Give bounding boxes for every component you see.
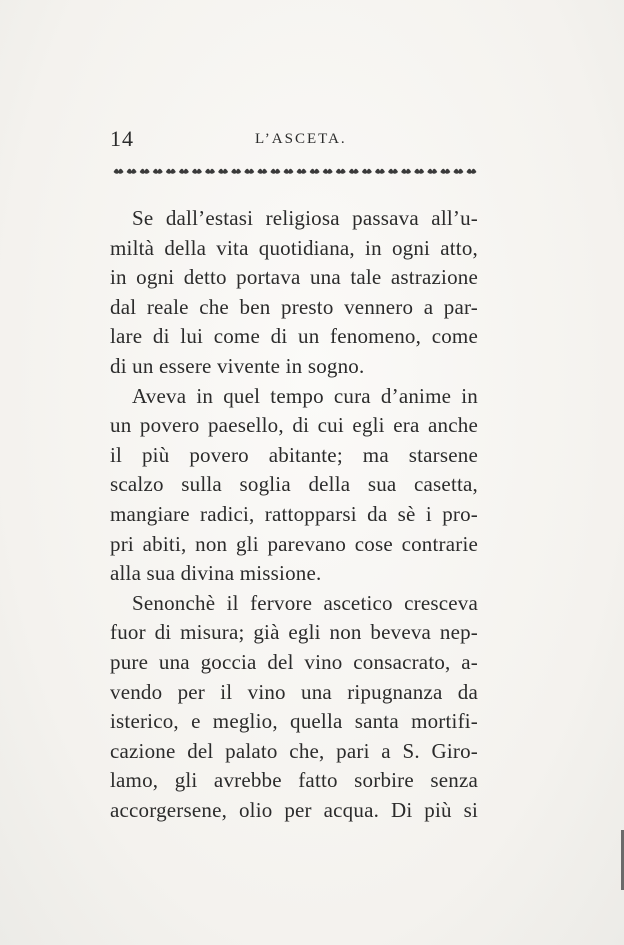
text-line: il più povero abitante; ma starsene <box>110 442 478 467</box>
text-line: Senonchè il fervore ascetico cresceva <box>132 590 478 615</box>
ornament-leaf <box>375 169 385 174</box>
text-line: Se dall’estasi religiosa passava all’u- <box>132 206 478 230</box>
decorative-rule <box>112 166 478 178</box>
ornament-leaf <box>336 169 346 174</box>
ornament-leaf <box>257 169 267 174</box>
text-line: in ogni detto portava una tale astrazione <box>110 265 478 290</box>
ornament-leaf <box>192 169 202 174</box>
ornament-leaf <box>153 169 163 174</box>
text-line: un povero paesello, di cui egli era anche <box>110 413 478 438</box>
text-line: vendo per il vino una ripugnanza da <box>110 679 478 704</box>
ornament-leaf <box>218 169 228 174</box>
text-line: scalzo sulla soglia della sua casetta, <box>110 472 478 497</box>
ornament-leaf <box>140 169 150 174</box>
running-title: L’ASCETA. <box>255 131 347 147</box>
ornament-leaf <box>270 169 280 174</box>
ornament-leaf <box>414 169 424 174</box>
text-line: di un essere vivente in sogno. <box>110 353 365 378</box>
ornament-leaf <box>388 169 398 174</box>
text-line: pure una goccia del vino consacrato, a- <box>110 649 478 674</box>
text-line: lamo, gli avrebbe fatto sorbire senza <box>110 768 478 793</box>
text-line: alla sua divina missione. <box>110 561 322 586</box>
text-line: cazione del palato che, pari a S. Giro- <box>110 738 478 763</box>
text-line: miltà della vita quotidiana, in ogni atto, <box>110 235 478 260</box>
ornament-leaf <box>244 169 254 174</box>
paragraph-3 <box>110 589 478 826</box>
text-line: isterico, e meglio, quella santa mortifi- <box>110 709 478 734</box>
text-line: lare di lui come di un fenomeno, come <box>110 324 478 349</box>
ornament-leaf <box>362 169 372 174</box>
text-line: mangiare radici, rattopparsi da sè i pro- <box>110 501 478 526</box>
text-line: Aveva in quel tempo cura d’anime in <box>132 383 478 408</box>
paragraph-1 <box>110 204 478 382</box>
ornament-leaf <box>114 169 124 174</box>
text-line: dal reale che ben presto vennero a par- <box>110 294 478 319</box>
ornament-leaf <box>166 169 176 174</box>
ornament-leaf <box>297 169 307 174</box>
ornament-leaf <box>283 169 293 174</box>
page-number: 14 <box>110 126 134 151</box>
ornament-leaf <box>323 169 333 174</box>
ornament-leaf <box>466 169 476 174</box>
text-line: pri abiti, non gli parevano cose contrarie <box>110 531 478 556</box>
paragraph-2 <box>110 382 478 589</box>
ornament-leaf <box>310 169 320 174</box>
ornament-leaf <box>440 169 450 174</box>
ornament-leaf <box>453 169 463 174</box>
ornament-leaf <box>127 169 137 174</box>
ornament-leaf <box>179 169 189 174</box>
ornament-leaf <box>349 169 359 174</box>
text-line: fuor di misura; già egli non beveva nep- <box>110 620 478 645</box>
text-line: accorgersene, olio per acqua. Di più si <box>110 797 478 822</box>
ornament-leaf <box>231 169 241 174</box>
ornament-leaf <box>205 169 215 174</box>
body-text <box>110 204 478 825</box>
ornament-leaf <box>401 169 411 174</box>
ornament-leaf <box>427 169 437 174</box>
